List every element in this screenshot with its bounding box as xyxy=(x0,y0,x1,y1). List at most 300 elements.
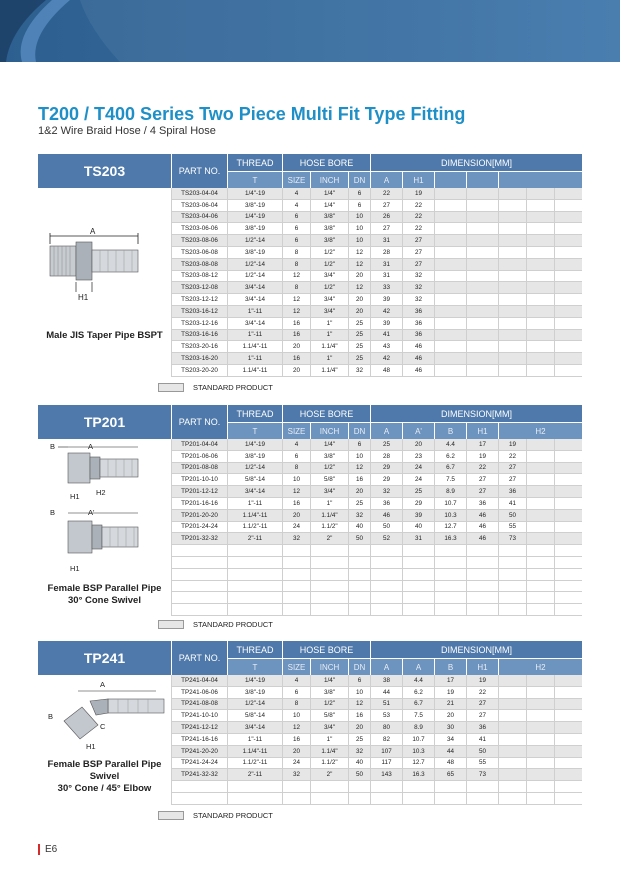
table-cell: 3/4"-14 xyxy=(227,282,282,293)
table-cell: 19 xyxy=(466,451,498,462)
table-cell xyxy=(466,545,498,556)
table-cell: 48 xyxy=(370,365,402,376)
table-cell: 27 xyxy=(466,699,498,710)
table-cell xyxy=(466,569,498,580)
table-cell xyxy=(498,212,526,223)
table-cell: TP241-06-06 xyxy=(171,687,227,698)
table-cell: 36 xyxy=(498,486,526,497)
table-row xyxy=(171,294,582,306)
table-cell xyxy=(498,341,526,352)
table-cell: 3/4"-14 xyxy=(227,722,282,733)
table-cell xyxy=(171,569,227,580)
table-cell: 1/4"-19 xyxy=(227,188,282,199)
table-cell: 17 xyxy=(434,675,466,686)
table-cell xyxy=(282,545,310,556)
table-cell xyxy=(498,781,526,792)
table-cell xyxy=(466,604,498,615)
table-cell xyxy=(310,604,348,615)
label-b-second: B xyxy=(50,508,56,517)
table-cell: 46 xyxy=(466,510,498,521)
table-cell: 3/8"-19 xyxy=(227,223,282,234)
sub-header xyxy=(434,171,466,188)
table-cell xyxy=(348,604,370,615)
part-no-header: PART NO. xyxy=(171,154,227,188)
table-cell: 4 xyxy=(282,188,310,199)
table-cell: 36 xyxy=(466,498,498,509)
table-cell: 6 xyxy=(282,235,310,246)
table-cell: 3/4"-14 xyxy=(227,486,282,497)
table-cell: 20 xyxy=(348,306,370,317)
table-cell: 16 xyxy=(282,498,310,509)
table-cell: 25 xyxy=(348,498,370,509)
table-cell xyxy=(434,365,466,376)
table-row xyxy=(171,687,582,699)
sub-header: INCH xyxy=(310,171,348,188)
table-cell: TS203-04-04 xyxy=(171,188,227,199)
table-cell-empty xyxy=(554,746,582,757)
table-cell xyxy=(466,592,498,603)
table-cell: 16 xyxy=(348,474,370,485)
table-cell: 32 xyxy=(402,282,434,293)
table-cell xyxy=(434,188,466,199)
table-row xyxy=(171,545,582,557)
table-cell xyxy=(370,557,402,568)
table-cell-empty xyxy=(526,235,554,246)
table-cell: 25 xyxy=(348,318,370,329)
label-h1: H1 xyxy=(78,293,89,302)
label-c: C xyxy=(100,722,106,731)
table-row xyxy=(171,451,582,463)
table-cell-empty xyxy=(554,282,582,293)
table-cell-empty xyxy=(526,734,554,745)
table-cell: 25 xyxy=(348,734,370,745)
table-cell xyxy=(434,592,466,603)
table-cell: 1/4"-19 xyxy=(227,212,282,223)
table-cell: 1.1/2" xyxy=(310,758,348,769)
table-cell: 4.4 xyxy=(434,439,466,450)
table-cell: 1" xyxy=(310,734,348,745)
part-no-header: PART NO. xyxy=(171,405,227,439)
table-cell xyxy=(498,282,526,293)
table-cell: 1/2" xyxy=(310,259,348,270)
table-cell-empty xyxy=(554,510,582,521)
table-cell: 24 xyxy=(282,522,310,533)
table-cell: 19 xyxy=(466,675,498,686)
table-cell: 22 xyxy=(402,223,434,234)
table-cell xyxy=(434,212,466,223)
table-cell-empty xyxy=(554,604,582,615)
table-cell-empty xyxy=(554,592,582,603)
table-cell: 8 xyxy=(282,247,310,258)
sub-header: H1 xyxy=(402,171,434,188)
table-cell xyxy=(498,353,526,364)
table-cell xyxy=(310,781,348,792)
table-cell: 12 xyxy=(282,306,310,317)
table-cell: 3/4" xyxy=(310,722,348,733)
table-cell xyxy=(434,318,466,329)
caption-line: 30° Cone / 45° Elbow xyxy=(57,783,152,794)
table-cell xyxy=(227,604,282,615)
table-cell: TP201-12-12 xyxy=(171,486,227,497)
table-cell xyxy=(434,235,466,246)
table-cell: 22 xyxy=(370,188,402,199)
table-cell: 32 xyxy=(370,486,402,497)
table-cell: 41 xyxy=(498,498,526,509)
table-cell xyxy=(402,604,434,615)
table-cell xyxy=(348,592,370,603)
table-row xyxy=(171,439,582,451)
table-cell: TS203-08-06 xyxy=(171,235,227,246)
table-cell xyxy=(466,793,498,804)
table-row xyxy=(171,592,582,604)
table-cell: 12 xyxy=(282,271,310,282)
table-cell: 32 xyxy=(402,271,434,282)
table-cell: 21 xyxy=(434,699,466,710)
table-cell: 25 xyxy=(348,353,370,364)
part-no-header: PART NO. xyxy=(171,641,227,675)
table-cell: 2"-11 xyxy=(227,533,282,544)
table-cell-empty xyxy=(526,675,554,686)
sub-header: H1 xyxy=(466,422,498,439)
table-cell xyxy=(466,341,498,352)
table-cell-empty xyxy=(526,581,554,592)
table-cell-empty xyxy=(554,793,582,804)
table-cell xyxy=(434,306,466,317)
table-cell xyxy=(434,200,466,211)
table-cell xyxy=(171,545,227,556)
table-cell: 22 xyxy=(466,687,498,698)
table-cell-empty xyxy=(526,486,554,497)
table-cell xyxy=(434,223,466,234)
table-cell: 20 xyxy=(402,439,434,450)
hose-bore-header: HOSE BORE xyxy=(282,405,370,422)
table-cell: 46 xyxy=(466,522,498,533)
table-cell-empty xyxy=(554,545,582,556)
table-cell xyxy=(498,722,526,733)
table-cell xyxy=(348,581,370,592)
table-cell xyxy=(434,247,466,258)
table-cell: 28 xyxy=(370,247,402,258)
table-cell: 4 xyxy=(282,200,310,211)
table-cell: 31 xyxy=(402,533,434,544)
table-cell xyxy=(402,557,434,568)
table-cell: 42 xyxy=(370,353,402,364)
table-cell xyxy=(171,592,227,603)
table-cell-empty xyxy=(526,533,554,544)
sub-header xyxy=(466,171,498,188)
sub-header: H2 xyxy=(498,658,582,675)
table-cell: 39 xyxy=(370,294,402,305)
sub-header: A xyxy=(370,422,402,439)
table-cell: 8 xyxy=(282,463,310,474)
table-cell: 10.3 xyxy=(402,746,434,757)
table-cell xyxy=(498,545,526,556)
table-cell xyxy=(498,710,526,721)
table-cell-empty xyxy=(526,271,554,282)
table-row xyxy=(171,188,582,200)
table-cell-empty xyxy=(554,710,582,721)
table-cell: TS203-20-16 xyxy=(171,341,227,352)
table-cell: 36 xyxy=(402,330,434,341)
table-cell: 27 xyxy=(402,259,434,270)
section-code: TS203 xyxy=(38,154,171,188)
caption-line: Swivel xyxy=(89,771,120,782)
table-cell: 34 xyxy=(434,734,466,745)
table-cell: 6 xyxy=(282,451,310,462)
table-cell xyxy=(227,781,282,792)
table-cell-empty xyxy=(554,451,582,462)
table-cell-empty xyxy=(526,259,554,270)
table-cell: 3/4"-14 xyxy=(227,318,282,329)
table-cell xyxy=(434,545,466,556)
legend-standard-product xyxy=(158,620,273,629)
table-cell: 1"-11 xyxy=(227,498,282,509)
table-cell: 8 xyxy=(282,259,310,270)
table-cell: 65 xyxy=(434,769,466,780)
table-cell-empty xyxy=(554,498,582,509)
table-cell: 53 xyxy=(370,710,402,721)
sub-header: B xyxy=(434,658,466,675)
table-cell: TS203-12-12 xyxy=(171,294,227,305)
table-cell-empty xyxy=(554,294,582,305)
table-cell xyxy=(434,353,466,364)
table-cell xyxy=(370,569,402,580)
table-cell xyxy=(370,793,402,804)
table-cell-empty xyxy=(526,522,554,533)
sub-header: B xyxy=(434,422,466,439)
table-cell: 10 xyxy=(348,212,370,223)
table-cell: 46 xyxy=(402,353,434,364)
table-cell xyxy=(370,545,402,556)
table-cell xyxy=(282,569,310,580)
thread-header: THREAD xyxy=(227,641,282,658)
table-cell xyxy=(171,604,227,615)
table-cell: 50 xyxy=(348,769,370,780)
table-row xyxy=(171,781,582,793)
table-cell-empty xyxy=(526,365,554,376)
table-cell xyxy=(498,581,526,592)
table-cell: 1/4"-19 xyxy=(227,675,282,686)
table-cell: TS203-20-20 xyxy=(171,365,227,376)
table-cell: 27 xyxy=(402,247,434,258)
table-cell: 1.1/2" xyxy=(310,522,348,533)
table-cell: TS203-16-16 xyxy=(171,330,227,341)
thread-header: THREAD xyxy=(227,405,282,422)
table-cell: 28 xyxy=(370,451,402,462)
table-cell: 33 xyxy=(370,282,402,293)
sub-header: T xyxy=(227,171,282,188)
table-cell-empty xyxy=(554,734,582,745)
fitting-drawing-male-bspt xyxy=(38,224,171,314)
table-cell xyxy=(498,318,526,329)
table-cell: 3/8"-19 xyxy=(227,687,282,698)
table-cell: 1.1/4"-11 xyxy=(227,510,282,521)
table-cell: 16 xyxy=(282,318,310,329)
dimension-header: DIMENSION[MM] xyxy=(370,154,582,171)
table-cell: 41 xyxy=(370,330,402,341)
table-cell: 22 xyxy=(402,212,434,223)
table-cell: 41 xyxy=(466,734,498,745)
fitting-drawing-female-swivel xyxy=(38,441,171,581)
table-cell-empty xyxy=(526,212,554,223)
table-cell: 1/2"-14 xyxy=(227,259,282,270)
sub-header: H1 xyxy=(466,658,498,675)
table-row xyxy=(171,758,582,770)
table-body xyxy=(171,439,582,616)
table-cell-empty xyxy=(526,223,554,234)
table-row xyxy=(171,699,582,711)
table-row xyxy=(171,235,582,247)
table-row xyxy=(171,581,582,593)
table-cell xyxy=(466,318,498,329)
table-cell: 12.7 xyxy=(434,522,466,533)
table-cell: 1/4" xyxy=(310,675,348,686)
table-cell: 20 xyxy=(282,365,310,376)
table-row xyxy=(171,675,582,687)
section-tp241 xyxy=(38,641,582,801)
sub-header: SIZE xyxy=(282,422,310,439)
table-cell: TP241-10-10 xyxy=(171,710,227,721)
table-cell: 8 xyxy=(282,282,310,293)
sub-header: DN xyxy=(348,658,370,675)
fitting-caption xyxy=(38,759,171,795)
table-cell xyxy=(498,306,526,317)
table-cell: 6.7 xyxy=(402,699,434,710)
table-cell xyxy=(171,793,227,804)
hose-bore-header: HOSE BORE xyxy=(282,641,370,658)
table-row xyxy=(171,722,582,734)
table-cell xyxy=(310,545,348,556)
table-cell: 6.2 xyxy=(434,451,466,462)
table-cell-empty xyxy=(554,271,582,282)
table-cell xyxy=(498,188,526,199)
table-row xyxy=(171,318,582,330)
table-cell xyxy=(282,581,310,592)
thread-header: THREAD xyxy=(227,154,282,171)
table-cell-empty xyxy=(554,581,582,592)
table-cell xyxy=(466,557,498,568)
table-cell: 1/2"-14 xyxy=(227,271,282,282)
table-cell: 43 xyxy=(370,341,402,352)
table-cell: 6 xyxy=(348,200,370,211)
table-cell xyxy=(498,592,526,603)
table-cell xyxy=(370,781,402,792)
table-cell: 1.1/4" xyxy=(310,510,348,521)
table-cell: 73 xyxy=(466,769,498,780)
table-row xyxy=(171,200,582,212)
table-cell xyxy=(498,200,526,211)
table-cell-empty xyxy=(526,330,554,341)
table-row xyxy=(171,474,582,486)
hose-bore-header: HOSE BORE xyxy=(282,154,370,171)
sub-header: T xyxy=(227,422,282,439)
table-cell xyxy=(466,330,498,341)
table-cell xyxy=(310,793,348,804)
table-cell: 3/4"-14 xyxy=(227,294,282,305)
table-row xyxy=(171,522,582,534)
table-cell: 27 xyxy=(498,474,526,485)
table-cell xyxy=(402,793,434,804)
table-cell xyxy=(171,581,227,592)
table-cell xyxy=(498,604,526,615)
table-cell: 12 xyxy=(282,722,310,733)
table-cell: 5/8" xyxy=(310,474,348,485)
table-cell xyxy=(310,557,348,568)
table-cell-empty xyxy=(554,188,582,199)
table-cell: 1/2" xyxy=(310,247,348,258)
table-cell xyxy=(402,569,434,580)
table-cell: 32 xyxy=(282,769,310,780)
table-row xyxy=(171,486,582,498)
table-cell: 1" xyxy=(310,318,348,329)
table-cell: 6.2 xyxy=(402,687,434,698)
table-cell: 2" xyxy=(310,533,348,544)
sub-header: A xyxy=(370,171,402,188)
sub-header: A' xyxy=(402,422,434,439)
label-a: A xyxy=(100,680,106,689)
table-cell: 39 xyxy=(402,510,434,521)
table-cell: 6 xyxy=(282,223,310,234)
table-row xyxy=(171,306,582,318)
table-cell-empty xyxy=(554,522,582,533)
label-h1: H1 xyxy=(70,492,80,501)
table-cell-empty xyxy=(526,353,554,364)
table-cell: 30 xyxy=(434,722,466,733)
table-cell: 27 xyxy=(466,710,498,721)
table-cell: 3/8" xyxy=(310,451,348,462)
table-cell: 3/4" xyxy=(310,486,348,497)
table-cell: 31 xyxy=(370,259,402,270)
table-cell: TS203-04-06 xyxy=(171,212,227,223)
table-cell: TS203-16-20 xyxy=(171,353,227,364)
table-cell-empty xyxy=(526,451,554,462)
table-cell: 3/8" xyxy=(310,687,348,698)
table-cell xyxy=(434,341,466,352)
table-cell: 16 xyxy=(348,710,370,721)
table-cell: 20 xyxy=(282,341,310,352)
table-cell: 22 xyxy=(498,451,526,462)
table-cell: 5/8"-14 xyxy=(227,710,282,721)
table-cell xyxy=(227,581,282,592)
table-cell xyxy=(466,235,498,246)
table-cell: 1"-11 xyxy=(227,353,282,364)
legend-label: STANDARD PRODUCT xyxy=(193,620,273,629)
table-row xyxy=(171,259,582,271)
table-row xyxy=(171,533,582,545)
table-cell xyxy=(466,282,498,293)
table-cell xyxy=(282,781,310,792)
table-cell: 32 xyxy=(348,510,370,521)
table-cell-empty xyxy=(554,687,582,698)
table-cell-empty xyxy=(554,533,582,544)
table-cell: TP201-20-20 xyxy=(171,510,227,521)
table-cell: 10 xyxy=(282,710,310,721)
table-cell xyxy=(498,223,526,234)
page-number: E6 xyxy=(38,844,57,855)
table-cell: 23 xyxy=(402,451,434,462)
table-cell: 10.7 xyxy=(434,498,466,509)
table-cell: 1/2"-14 xyxy=(227,699,282,710)
table-cell-empty xyxy=(554,769,582,780)
table-cell: 3/4" xyxy=(310,306,348,317)
table-cell: 40 xyxy=(348,522,370,533)
table-cell xyxy=(498,675,526,686)
table-cell: 50 xyxy=(348,533,370,544)
table-cell-empty xyxy=(526,318,554,329)
table-cell: TS203-06-08 xyxy=(171,247,227,258)
table-cell: 16.3 xyxy=(402,769,434,780)
fitting-caption xyxy=(38,583,171,607)
